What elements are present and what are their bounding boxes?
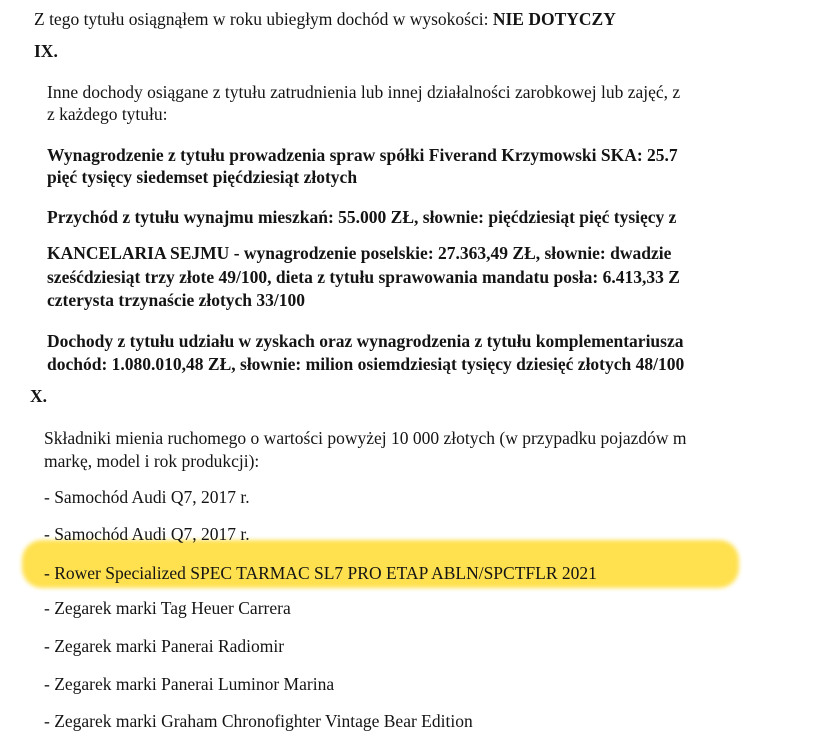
asset-list-item: - Samochód Audi Q7, 2017 r. xyxy=(44,524,250,544)
income-entry-line: KANCELARIA SEJMU - wynagrodzenie poselskie: 27.363,49 ZŁ, słownie: dwadzie xyxy=(47,243,672,263)
income-entry-line: Dochody z tytułu udziału w zyskach oraz wynagrodzenia z tytułu komplementariusza xyxy=(47,331,684,351)
asset-list-item: - Samochód Audi Q7, 2017 r. xyxy=(44,487,250,507)
section-ix-heading: IX. xyxy=(34,41,58,61)
asset-list-item: - Zegarek marki Panerai Luminor Marina xyxy=(44,674,335,694)
income-entry-line: Przychód z tytułu wynajmu mieszkań: 55.000 ZŁ, słownie: pięćdziesiąt pięć tysięcy z xyxy=(47,207,677,227)
income-entry-line: czterysta trzynaście złotych 33/100 xyxy=(47,290,306,310)
asset-list-item-highlighted: - Rower Specialized SPEC TARMAC SL7 PRO ETAP ABLN/SPCTFLR 2021 xyxy=(44,563,597,583)
section-x-heading: X. xyxy=(30,386,48,406)
asset-list-item: - Zegarek marki Graham Chronofighter Vintage Bear Edition xyxy=(44,711,473,731)
section-x-intro-line: Składniki mienia ruchomego o wartości powyżej 10 000 złotych (w przypadku pojazdów m xyxy=(44,428,687,448)
section-ix-intro-line: z każdego tytułu: xyxy=(47,104,168,124)
section-ix-intro-line: Inne dochody osiągane z tytułu zatrudnienia lub innej działalności zarobkowej lub zajęć, z xyxy=(47,82,681,102)
asset-list-item: - Zegarek marki Tag Heuer Carrera xyxy=(44,598,291,618)
income-line: Z tego tytułu osiągnąłem w roku ubiegłym dochód w wysokości: NIE DOTYCZY xyxy=(34,9,616,29)
section-x-intro-line: markę, model i rok produkcji): xyxy=(44,451,260,471)
income-entry-line: sześćdziesiąt trzy złote 49/100, dieta z tytułu sprawowania mandatu posła: 6.413,33 Z xyxy=(47,267,680,287)
income-entry-line: Wynagrodzenie z tytułu prowadzenia spraw spółki Fiverand Krzymowski SKA: 25.7 xyxy=(47,145,678,165)
income-entry-line: dochód: 1.080.010,48 ZŁ, słownie: milion osiemdziesiąt tysięcy dziesięć złotych 48/100 xyxy=(47,354,685,374)
income-entry-line: pięć tysięcy siedemset pięćdziesiąt złotych xyxy=(47,167,358,187)
income-value: NIE DOTYCZY xyxy=(492,9,616,29)
asset-list-item: - Zegarek marki Panerai Radiomir xyxy=(44,636,285,656)
